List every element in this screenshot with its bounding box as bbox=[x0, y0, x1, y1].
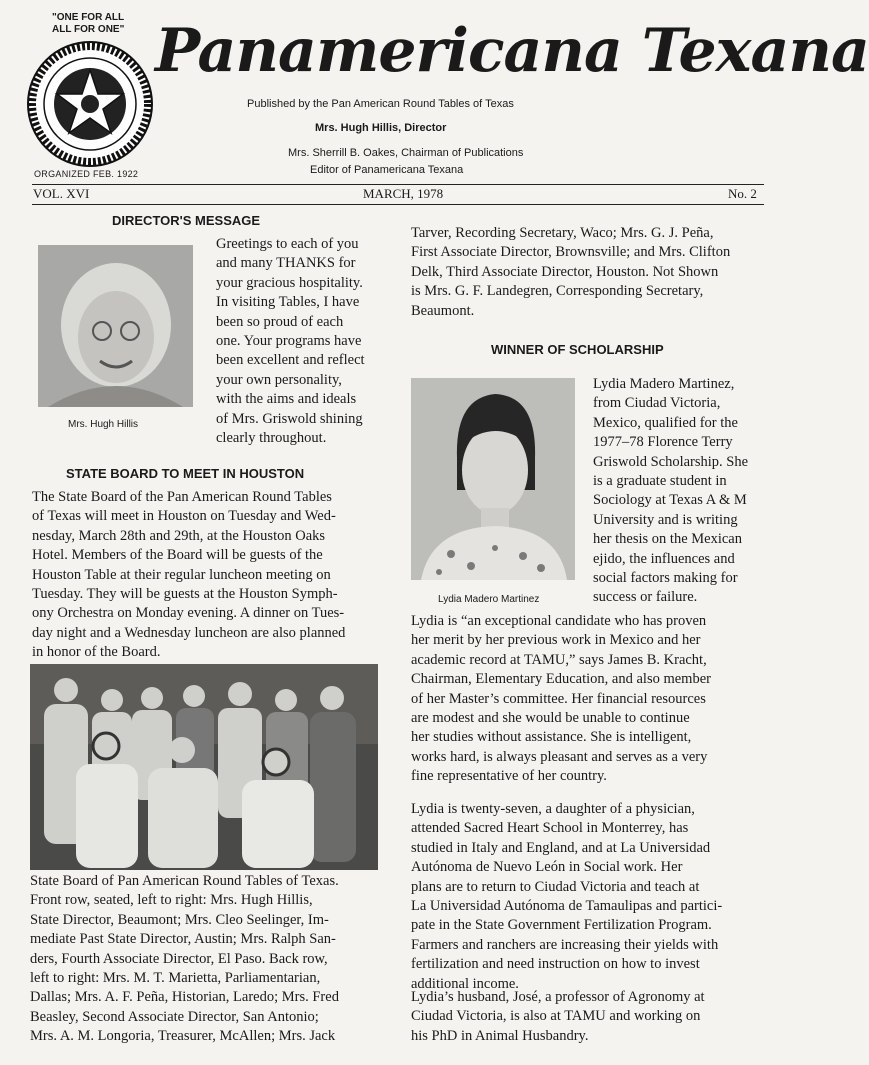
editor-line: Editor of Panamericana Texana bbox=[310, 164, 464, 176]
scholarship-paragraph-3 bbox=[411, 988, 761, 1046]
publications-chairman: Mrs. Sherrill B. Oakes, Chairman of Publications bbox=[288, 147, 524, 159]
rule-bottom bbox=[32, 204, 764, 205]
scholarship-heading: WINNER OF SCHOLARSHIP bbox=[491, 342, 664, 357]
text-line: is Mrs. G. F. Landegren, Corresponding Secretary, bbox=[411, 283, 704, 300]
state-board-body bbox=[32, 488, 380, 663]
text-line: First Associate Director, Brownsville; and Mrs. Clifton bbox=[411, 244, 731, 261]
text-line: your gracious hospitality. bbox=[216, 274, 363, 291]
organized-date: ORGANIZED FEB. 1922 bbox=[34, 169, 139, 179]
text-line: of Mrs. Griswold shining bbox=[216, 410, 363, 427]
text-line: mediate Past State Director, Austin; Mrs. Ralph San- bbox=[30, 931, 336, 948]
scholarship-paragraph-1 bbox=[411, 612, 761, 787]
text-line: her merit by her previous work in Mexico and her bbox=[411, 632, 701, 649]
text-line: Tuesday. They will be guests at the Houston Symph- bbox=[32, 586, 338, 603]
scholarship-paragraph-2 bbox=[411, 800, 761, 994]
round-table-seal-icon bbox=[26, 40, 154, 168]
text-line: your own personality, bbox=[216, 371, 342, 388]
text-line: studied in Italy and England, and at La Universidad bbox=[411, 839, 711, 856]
text-line: attended Sacred Heart School in Monterrey, has bbox=[411, 820, 689, 837]
text-line: Lydia Madero Martinez, bbox=[593, 376, 735, 392]
text-line: Dallas; Mrs. A. F. Peña, Historian, Laredo; Mrs. Fred bbox=[30, 989, 339, 1006]
text-line: Greetings to each of you bbox=[216, 236, 359, 252]
scholarship-winner-photo bbox=[411, 378, 575, 580]
text-line: Delk, Third Associate Director, Houston. Not Shown bbox=[411, 263, 719, 280]
text-line: been excellent and reflect bbox=[216, 352, 365, 369]
text-line: fine representative of her country. bbox=[411, 768, 607, 785]
text-line: Lydia is twenty-seven, a daughter of a physician, bbox=[411, 801, 695, 817]
text-line: State Director, Beaumont; Mrs. Cleo Seelinger, Im- bbox=[30, 911, 329, 928]
text-line: works hard, is always pleasant and serves as a very bbox=[411, 748, 708, 765]
text-line: nesday, March 28th and 29th, at the Houston Oaks bbox=[32, 527, 326, 544]
text-line: State Board of Pan American Round Tables of Texas. bbox=[30, 873, 339, 889]
text-line: Beaumont. bbox=[411, 302, 475, 319]
text-line: and many THANKS for bbox=[216, 255, 356, 272]
text-line: Lydia’s husband, José, a professor of Agronomy at bbox=[411, 989, 705, 1005]
directors-message-body bbox=[216, 235, 382, 448]
text-line: day night and a Wednesday luncheon are also planned bbox=[32, 624, 346, 641]
text-line: The State Board of the Pan American Round Tables bbox=[32, 489, 332, 505]
text-line: Beasley, Second Associate Director, San Antonio; bbox=[30, 1008, 319, 1025]
text-line: is a graduate student in bbox=[593, 473, 727, 490]
text-line: additional income. bbox=[411, 975, 519, 992]
text-line: University and is writing bbox=[593, 511, 738, 528]
volume-number: VOL. XVI bbox=[33, 186, 90, 201]
text-line: Tarver, Recording Secretary, Waco; Mrs. G. J. Peña, bbox=[411, 225, 714, 241]
text-line: Chairman, Elementary Education, and also member bbox=[411, 671, 711, 688]
text-line: social factors making for bbox=[593, 570, 738, 587]
directors-message-heading: DIRECTOR'S MESSAGE bbox=[112, 213, 261, 228]
scholarship-intro bbox=[593, 375, 761, 608]
text-line: Hotel. Members of the Board will be guests of the bbox=[32, 547, 323, 564]
text-line: in honor of the Board. bbox=[32, 644, 161, 661]
text-line: Houston Table at their regular luncheon meeting on bbox=[32, 566, 331, 583]
text-line: 1977–78 Florence Terry bbox=[593, 434, 733, 451]
issue-number: No. 2 bbox=[728, 186, 757, 201]
text-line: Front row, seated, left to right: Mrs. Hugh Hillis, bbox=[30, 892, 313, 909]
text-line: success or failure. bbox=[593, 589, 698, 606]
motto-line-2: ALL FOR ONE" bbox=[52, 24, 125, 35]
text-line: Lydia is “an exceptional candidate who has proven bbox=[411, 613, 707, 629]
text-line: Sociology at Texas A & M bbox=[593, 492, 747, 509]
text-line: clearly throughout. bbox=[216, 430, 327, 447]
rule-top bbox=[32, 184, 764, 185]
text-line: been so proud of each bbox=[216, 313, 344, 330]
director-photo-caption: Mrs. Hugh Hillis bbox=[68, 419, 139, 430]
text-line: her studies without assistance. She is intelligent, bbox=[411, 729, 692, 746]
text-line: with the aims and ideals bbox=[216, 391, 357, 408]
text-line: are modest and she would be unable to continue bbox=[411, 710, 690, 727]
caption-continuation bbox=[411, 224, 763, 321]
text-line: of Texas will meet in Houston on Tuesday and Wed- bbox=[32, 508, 336, 525]
text-line: Griswold Scholarship. She bbox=[593, 453, 749, 470]
text-line: Mexico, qualified for the bbox=[593, 414, 738, 431]
text-line: In visiting Tables, I have bbox=[216, 294, 360, 311]
state-board-group-photo bbox=[30, 664, 378, 870]
text-line: ejido, the influences and bbox=[593, 550, 735, 567]
motto bbox=[52, 12, 124, 36]
director-photo bbox=[38, 245, 193, 407]
text-line: ony Orchestra on Monday evening. A dinner on Tues- bbox=[32, 605, 345, 622]
text-line: pate in the State Government Fertilization Program. bbox=[411, 917, 712, 934]
director-name: Mrs. Hugh Hillis, Director bbox=[315, 122, 447, 134]
text-line: fertilization and need instruction on how to invest bbox=[411, 956, 700, 973]
text-line: Autónoma de Nuevo León in Social work. Her bbox=[411, 859, 683, 876]
text-line: left to right: Mrs. M. T. Marietta, Parliamentarian, bbox=[30, 970, 321, 987]
group-photo-caption bbox=[30, 872, 378, 1047]
published-by: Published by the Pan American Round Tables of Texas bbox=[247, 98, 514, 110]
text-line: Ciudad Victoria, is also at TAMU and working on bbox=[411, 1008, 701, 1025]
masthead-title: Panamericana Texana bbox=[155, 16, 869, 86]
text-line: her thesis on the Mexican bbox=[593, 531, 742, 548]
text-line: of her Master’s committee. Her financial resources bbox=[411, 690, 706, 707]
text-line: one. Your programs have bbox=[216, 333, 362, 350]
text-line: plans are to return to Ciudad Victoria and teach at bbox=[411, 878, 700, 895]
state-board-heading: STATE BOARD TO MEET IN HOUSTON bbox=[66, 466, 305, 481]
text-line: La Universidad Autónoma de Tamaulipas and partici- bbox=[411, 898, 723, 915]
text-line: from Ciudad Victoria, bbox=[593, 395, 721, 412]
text-line: ders, Fourth Associate Director, El Paso. Back row, bbox=[30, 950, 328, 967]
text-line: academic record at TAMU,” says James B. Kracht, bbox=[411, 651, 707, 668]
text-line: his PhD in Animal Husbandry. bbox=[411, 1027, 589, 1044]
text-line: Mrs. A. M. Longoria, Treasurer, McAllen; Mrs. Jack bbox=[30, 1028, 336, 1045]
text-line: Farmers and ranchers are increasing their yields with bbox=[411, 936, 719, 953]
scholarship-photo-caption: Lydia Madero Martinez bbox=[438, 594, 540, 605]
issue-date: MARCH, 1978 bbox=[363, 186, 444, 201]
motto-line-1: "ONE FOR ALL bbox=[52, 12, 125, 23]
